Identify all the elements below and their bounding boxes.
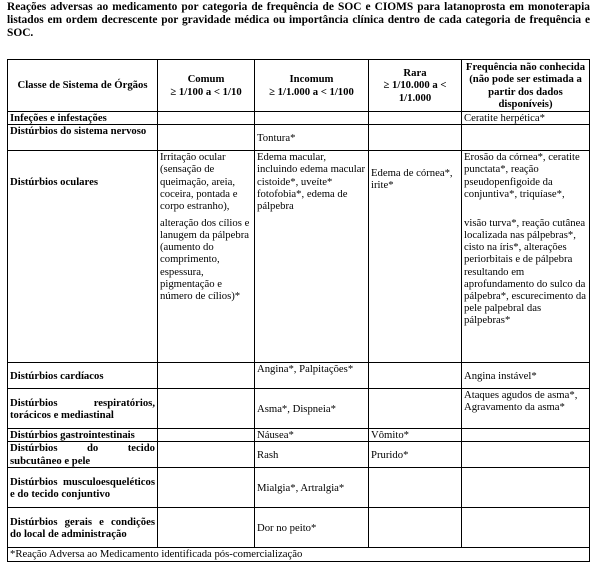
cell-gastro-rare: Vômito* bbox=[369, 429, 462, 442]
cell-eye-uncommon: Edema macular, incluindo edema macular cistoide*, uveíte* fotofobia*, edema de pálpebra bbox=[255, 151, 369, 363]
cell-cardiac-rare bbox=[369, 363, 462, 389]
header-rare-range: ≥ 1/10.000 a < 1/1.000 bbox=[383, 79, 447, 104]
header-uncommon-name: Incomum bbox=[289, 73, 334, 86]
cell-eye-common-b: alteração dos cílios e lanugem da pálpebra (aumento do comprimento, espessura, pigmentação e número de cílios)* bbox=[158, 217, 255, 363]
cell-skin-common bbox=[158, 442, 255, 468]
cell-respiratory-uncommon: Asma*, Dispneia* bbox=[255, 389, 369, 429]
cell-skin-unknown bbox=[462, 442, 590, 468]
cell-general-uncommon: Dor no peito* bbox=[255, 508, 369, 548]
cell-eye-unknown-b: visão turva*, reação cutânea localizada nas pálpebras*, cisto na íris*, alterações periorbitais e de pálpebra resultando em aprofundamento do sulco da pálpebra*, escurecimento da pele palpebral das pálpebras* bbox=[462, 217, 590, 363]
cell-infections-unknown: Ceratite herpética* bbox=[462, 112, 590, 125]
table-row-gastro bbox=[8, 429, 590, 442]
table-row-cardiac bbox=[8, 363, 590, 389]
header-common-range: ≥ 1/100 a < 1/10 bbox=[170, 85, 242, 98]
header-soc: Classe de Sistema de Órgãos bbox=[8, 60, 158, 112]
cell-nervous-unknown bbox=[462, 125, 590, 151]
cell-skin-rare: Prurido* bbox=[369, 442, 462, 468]
soc-general: Distúrbios gerais e condições do local de administração bbox=[8, 508, 158, 548]
soc-cardiac: Distúrbios cardíacos bbox=[8, 363, 158, 389]
cell-infections-rare bbox=[369, 112, 462, 125]
cell-eye-unknown-a: Erosão da córnea*, ceratite punctata*, reação pseudopenfigoide da conjuntiva*, triquíase*, bbox=[462, 151, 590, 217]
cell-musculo-common bbox=[158, 468, 255, 508]
cell-eye-rare: Edema de córnea*, irite* bbox=[369, 151, 462, 363]
cell-infections-common bbox=[158, 112, 255, 125]
table-row-infections bbox=[8, 112, 590, 125]
table-row-general bbox=[8, 508, 590, 548]
header-common bbox=[158, 60, 255, 112]
header-row bbox=[8, 60, 590, 112]
adverse-reactions-table bbox=[7, 59, 590, 562]
header-rare-name: Rara bbox=[403, 67, 427, 80]
table-row-nervous bbox=[8, 125, 590, 151]
cell-nervous-common bbox=[158, 125, 255, 151]
cell-infections-uncommon bbox=[255, 112, 369, 125]
cell-respiratory-unknown: Ataques agudos de asma*, Agravamento da asma* bbox=[462, 389, 590, 429]
soc-gastro: Distúrbios gastrointestinais bbox=[8, 429, 158, 442]
soc-eye: Distúrbios oculares bbox=[8, 151, 158, 363]
footnote-row bbox=[8, 548, 590, 561]
header-rare bbox=[369, 60, 462, 112]
cell-eye-common-a: Irritação ocular (sensação de queimação, areia, coceira, pontada e corpo estranho), bbox=[158, 151, 255, 217]
soc-skin: Distúrbios do tecido subcutâneo e pele bbox=[8, 442, 158, 468]
header-common-name: Comum bbox=[187, 73, 225, 86]
table-row-musculo bbox=[8, 468, 590, 508]
cell-musculo-uncommon: Mialgia*, Artralgia* bbox=[255, 468, 369, 508]
cell-cardiac-common bbox=[158, 363, 255, 389]
cell-general-rare bbox=[369, 508, 462, 548]
table-caption: Reações adversas ao medicamento por categoria de frequência de SOC e CIOMS para latanoprosta em monoterapia listados em ordem decrescente por gravidade médica ou importância clínica dentro de cada categoria de frequência e SOC. bbox=[7, 1, 590, 39]
soc-respiratory: Distúrbios respiratórios, torácicos e mediastinal bbox=[8, 389, 158, 429]
footnote: *Reação Adversa ao Medicamento identificada pós-comercialização bbox=[8, 548, 590, 561]
cell-cardiac-uncommon: Angina*, Palpitações* bbox=[255, 363, 369, 389]
soc-musculo: Distúrbios musculoesqueléticos e do tecido conjuntivo bbox=[8, 468, 158, 508]
table-row-eye bbox=[8, 151, 590, 217]
cell-musculo-unknown bbox=[462, 468, 590, 508]
cell-general-unknown bbox=[462, 508, 590, 548]
cell-cardiac-unknown: Angina instável* bbox=[462, 363, 590, 389]
header-unknown: Frequência não conhecida (não pode ser estimada a partir dos dados disponíveis) bbox=[462, 60, 590, 112]
cell-musculo-rare bbox=[369, 468, 462, 508]
cell-nervous-rare bbox=[369, 125, 462, 151]
soc-infections: Infeções e infestações bbox=[8, 112, 158, 125]
header-uncommon-range: ≥ 1/1.000 a < 1/100 bbox=[269, 85, 354, 98]
cell-respiratory-common bbox=[158, 389, 255, 429]
table-row-respiratory bbox=[8, 389, 590, 429]
cell-gastro-unknown bbox=[462, 429, 590, 442]
cell-skin-uncommon: Rash bbox=[255, 442, 369, 468]
cell-respiratory-rare bbox=[369, 389, 462, 429]
cell-gastro-common bbox=[158, 429, 255, 442]
soc-nervous: Distúrbios do sistema nervoso bbox=[8, 125, 158, 151]
table-row-skin bbox=[8, 442, 590, 468]
cell-gastro-uncommon: Náusea* bbox=[255, 429, 369, 442]
header-uncommon bbox=[255, 60, 369, 112]
cell-general-common bbox=[158, 508, 255, 548]
cell-nervous-uncommon: Tontura* bbox=[255, 125, 369, 151]
